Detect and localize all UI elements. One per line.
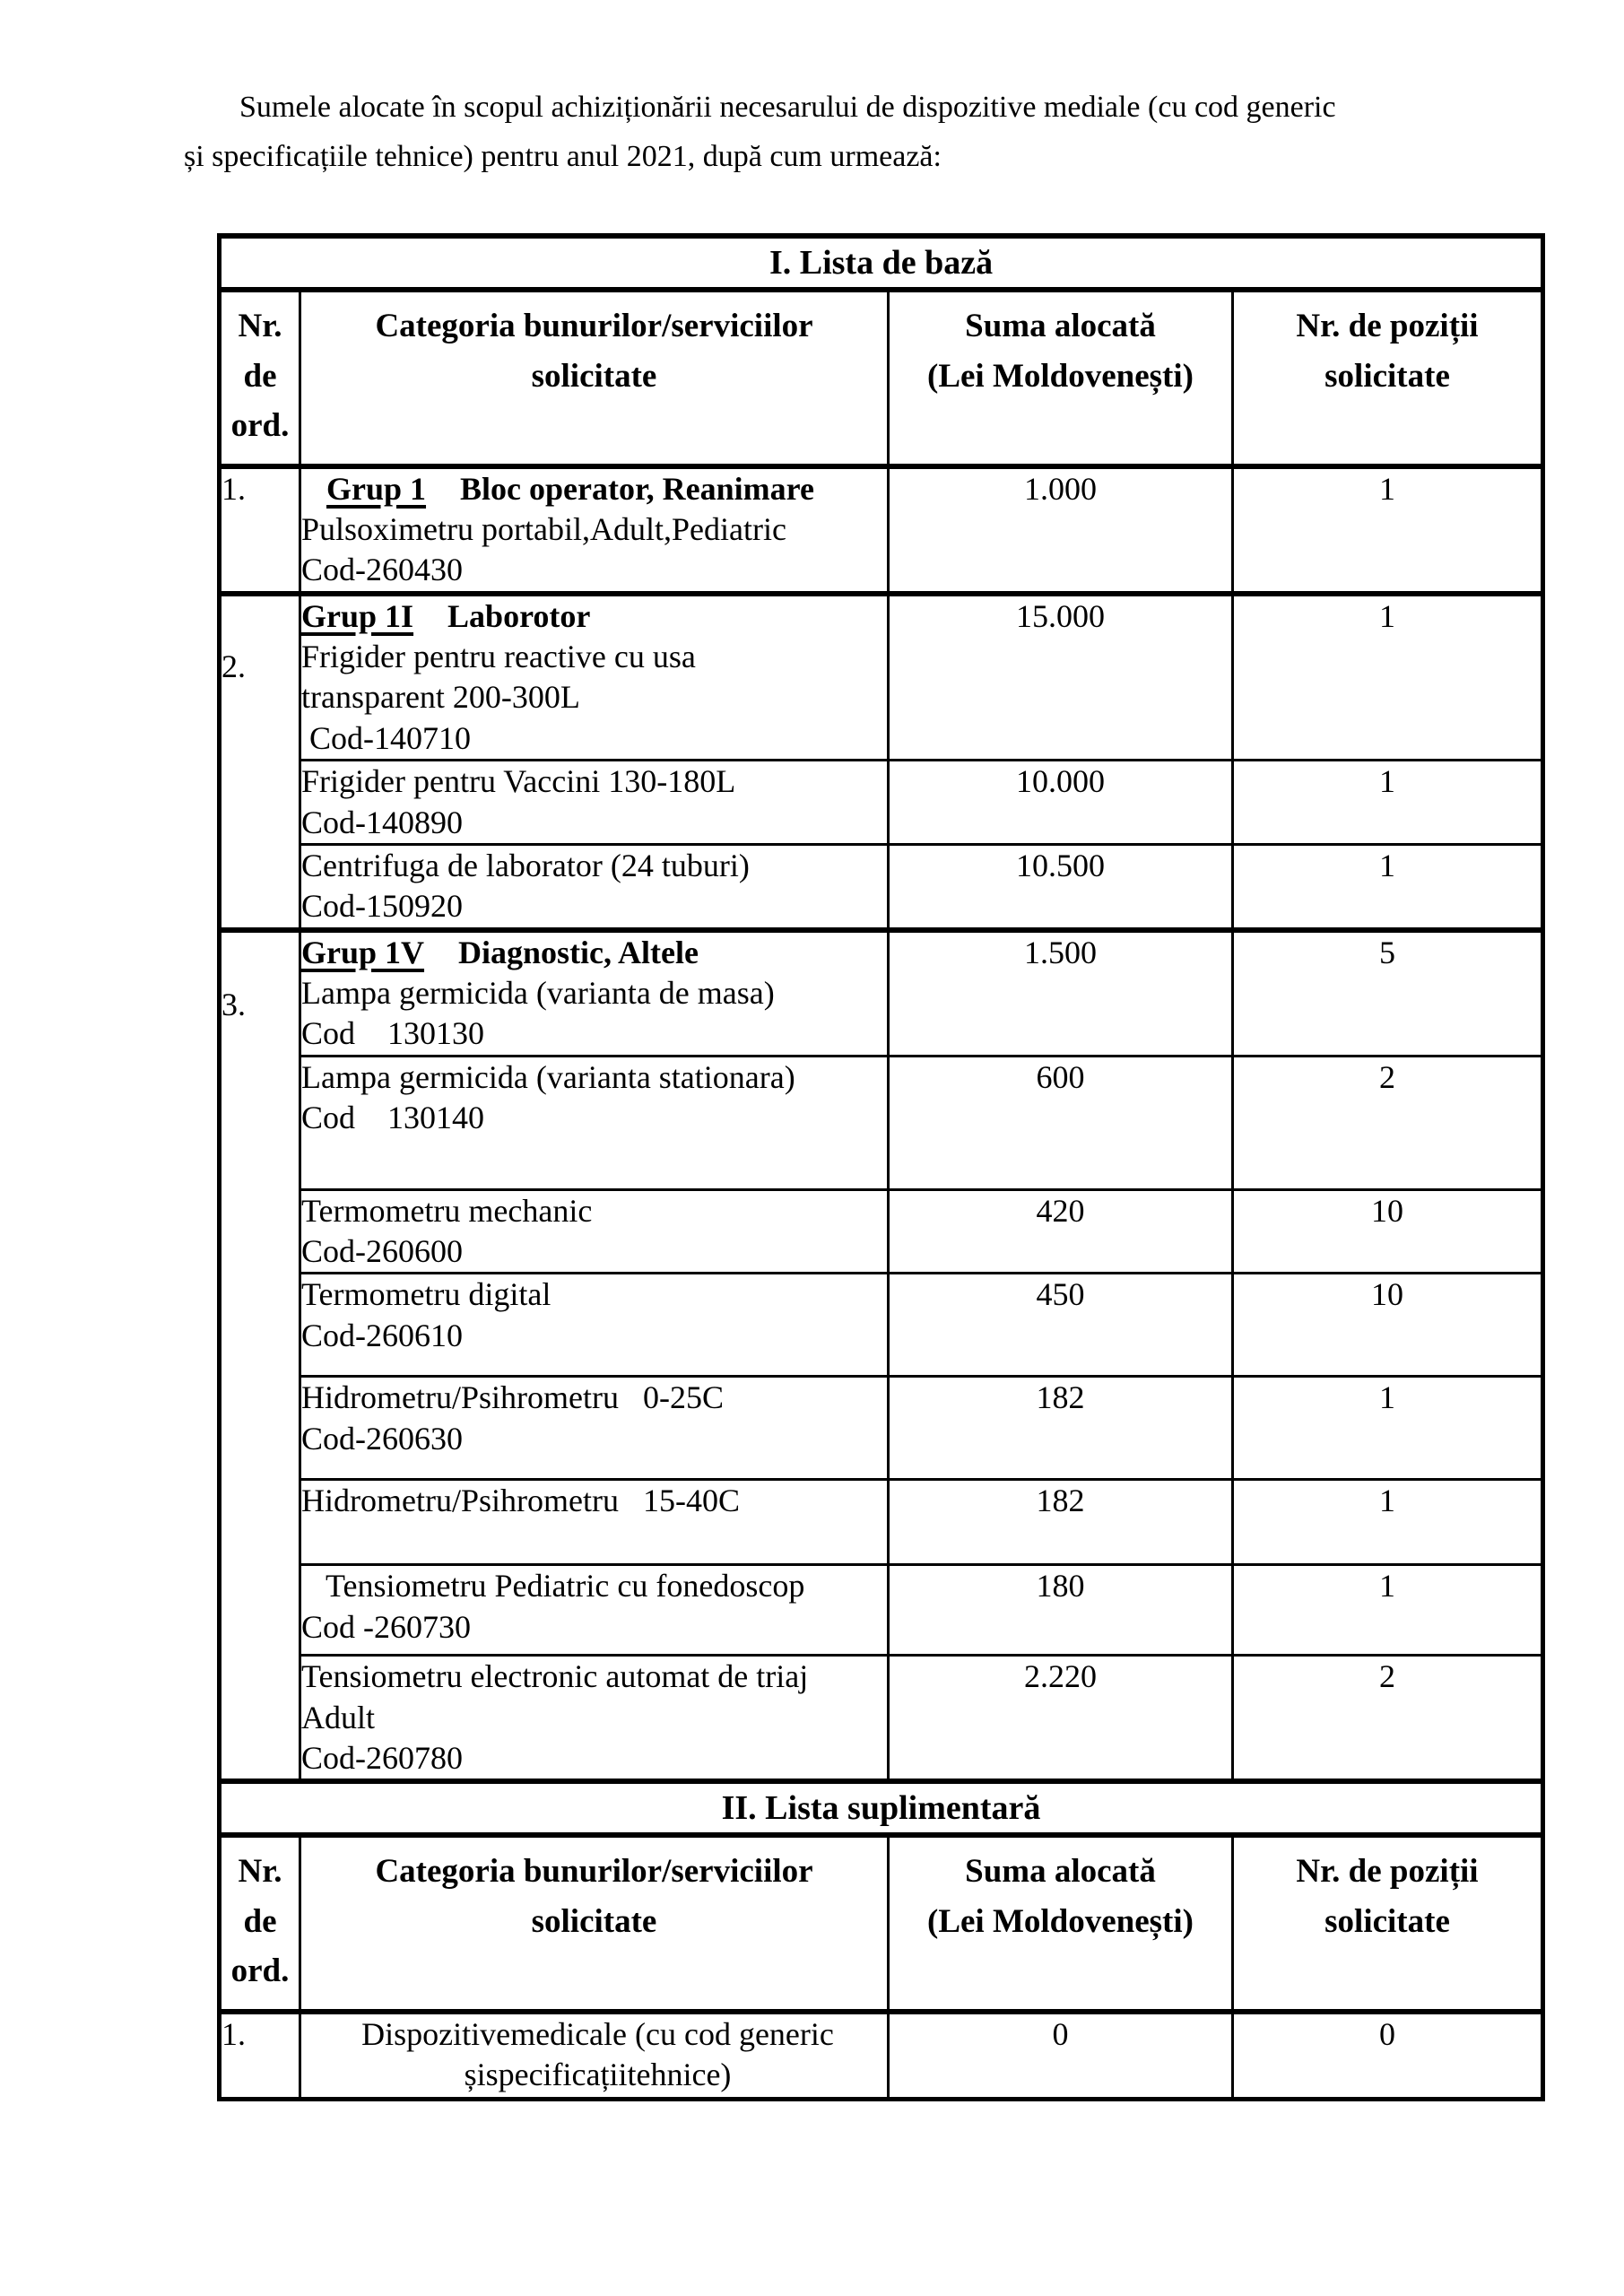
item-code: Cod-260600 (301, 1233, 463, 1270)
item-code: Cod-140890 (301, 804, 463, 840)
pozitii-value: 0 (1233, 2012, 1543, 2100)
pozitii-value: 2 (1233, 1056, 1543, 1189)
suma-value: 180 (889, 1565, 1233, 1656)
item-name: Frigider pentru Vaccini 130-180L (301, 763, 736, 800)
table-row (220, 1480, 1543, 1565)
item-code: Cod-260780 (301, 1740, 463, 1777)
item-name: Tensiometru electronic automat de triaj (301, 1658, 809, 1695)
item-cell (300, 2012, 889, 2100)
intro-line-2: și specificațiile tehnice) pentru anul 2021, după cum urmează: (184, 140, 942, 174)
table-row (220, 466, 1543, 594)
item-code: Cod-260430 (301, 552, 463, 588)
list1-header-ord: Nr. de ord. (220, 290, 300, 466)
item-name: Hidrometru/Psihrometru 15-40C (301, 1483, 740, 1519)
item-cell (300, 930, 889, 1057)
ord-number: 1. (220, 466, 300, 594)
list2-title-row (220, 1781, 1543, 1835)
intro-line-1: Sumele alocate în scopul achiziționării necesarului de dispozitive mediale (cu cod generic (239, 91, 1336, 124)
group-name: Bloc operator, Reanimare (460, 470, 814, 507)
suma-value: 15.000 (889, 594, 1233, 761)
group-heading (301, 469, 887, 509)
suma-value: 182 (889, 1377, 1233, 1480)
list2-header-suma: Suma alocată (Lei Moldovenești) (889, 1835, 1233, 2012)
list1-header-categoria: Categoria bunurilor/serviciilor solicitate (300, 290, 889, 466)
item-cell (300, 1480, 889, 1565)
item-cell (300, 466, 889, 594)
table-row (220, 1656, 1543, 1782)
item-code: Cod-140710 (301, 719, 471, 756)
item-name: Pulsoximetru portabil,Adult,Pediatric (301, 511, 786, 548)
item-name: Lampa germicida (varianta de masa) (301, 974, 775, 1011)
list1-title-row (220, 236, 1543, 290)
item-name: Frigider pentru reactive cu usa (301, 639, 696, 675)
list2-header-ord: Nr. de ord. (220, 1835, 300, 2012)
suma-value: 182 (889, 1480, 1233, 1565)
item-code: Cod 130140 (301, 1100, 485, 1136)
item-name: șispecificațiitehnice) (464, 2057, 732, 2093)
pozitii-value: 1 (1233, 844, 1543, 929)
ord-number: 1. (220, 2012, 300, 2100)
table-row (220, 594, 1543, 761)
suma-value: 600 (889, 1056, 1233, 1189)
list1-title: I. Lista de bază (220, 236, 1543, 290)
item-name: Termometru digital (301, 1276, 551, 1313)
table-row (220, 761, 1543, 845)
ord-number: 2. (220, 594, 300, 930)
suma-value: 10.000 (889, 761, 1233, 845)
table-row (220, 1056, 1543, 1189)
item-name: Centrifuga de laborator (24 tuburi) (301, 847, 750, 883)
list2-title: II. Lista suplimentară (220, 1781, 1543, 1835)
table-row (220, 1565, 1543, 1656)
group-label: Grup 1V (301, 934, 425, 970)
item-code: Cod-260630 (301, 1420, 463, 1457)
item-cell (300, 1377, 889, 1480)
group-label: Grup 1I (301, 597, 414, 634)
group-heading (301, 596, 887, 637)
group-name: Laborotor (447, 597, 591, 634)
list2-header-row (220, 1835, 1543, 2012)
pozitii-value: 10 (1233, 1189, 1543, 1274)
table-row (220, 2012, 1543, 2100)
table-row (220, 844, 1543, 929)
allocation-table (217, 233, 1545, 2101)
item-code: Cod-260610 (301, 1317, 463, 1353)
item-cell (300, 1189, 889, 1274)
pozitii-value: 1 (1233, 466, 1543, 594)
suma-value: 0 (889, 2012, 1233, 2100)
group-heading (301, 933, 887, 973)
list1-header-suma: Suma alocată (Lei Moldovenești) (889, 290, 1233, 466)
item-cell (300, 1656, 889, 1782)
item-cell (300, 594, 889, 761)
pozitii-value: 1 (1233, 1565, 1543, 1656)
group-label: Grup 1 (326, 470, 427, 507)
suma-value: 1.500 (889, 930, 1233, 1057)
table-row (220, 1189, 1543, 1274)
item-name: Hidrometru/Psihrometru 0-25C (301, 1379, 724, 1416)
suma-value: 10.500 (889, 844, 1233, 929)
item-name: transparent 200-300L (301, 679, 580, 716)
suma-value: 420 (889, 1189, 1233, 1274)
item-name: Lampa germicida (varianta stationara) (301, 1058, 795, 1095)
table-row (220, 1377, 1543, 1480)
table-row (220, 930, 1543, 1057)
pozitii-value: 2 (1233, 1656, 1543, 1782)
ord-number: 3. (220, 930, 300, 1782)
pozitii-value: 1 (1233, 1480, 1543, 1565)
list2-header-pozitii: Nr. de poziții solicitate (1233, 1835, 1543, 2012)
list1-header-row (220, 290, 1543, 466)
intro-paragraph (184, 83, 1484, 181)
item-name: Dispozitivemedicale (cu cod generic (361, 2015, 834, 2052)
pozitii-value: 1 (1233, 761, 1543, 845)
pozitii-value: 10 (1233, 1274, 1543, 1377)
item-cell (300, 1056, 889, 1189)
item-name: Termometru mechanic (301, 1192, 593, 1229)
pozitii-value: 1 (1233, 594, 1543, 761)
item-cell (300, 1565, 889, 1656)
list1-header-pozitii: Nr. de poziții solicitate (1233, 290, 1543, 466)
group-name: Diagnostic, Altele (458, 934, 699, 970)
item-code: Cod 130130 (301, 1015, 485, 1052)
pozitii-value: 1 (1233, 1377, 1543, 1480)
suma-value: 450 (889, 1274, 1233, 1377)
item-cell (300, 1274, 889, 1377)
pozitii-value: 5 (1233, 930, 1543, 1057)
list2-header-categoria: Categoria bunurilor/serviciilor solicitate (300, 1835, 889, 2012)
suma-value: 1.000 (889, 466, 1233, 594)
item-name: Adult (301, 1699, 376, 1735)
item-cell (300, 761, 889, 845)
item-name: Tensiometru Pediatric cu fonedoscop (301, 1568, 805, 1605)
suma-value: 2.220 (889, 1656, 1233, 1782)
table-row (220, 1274, 1543, 1377)
item-cell (300, 844, 889, 929)
item-code: Cod -260730 (301, 1608, 471, 1645)
item-code: Cod-150920 (301, 888, 463, 925)
